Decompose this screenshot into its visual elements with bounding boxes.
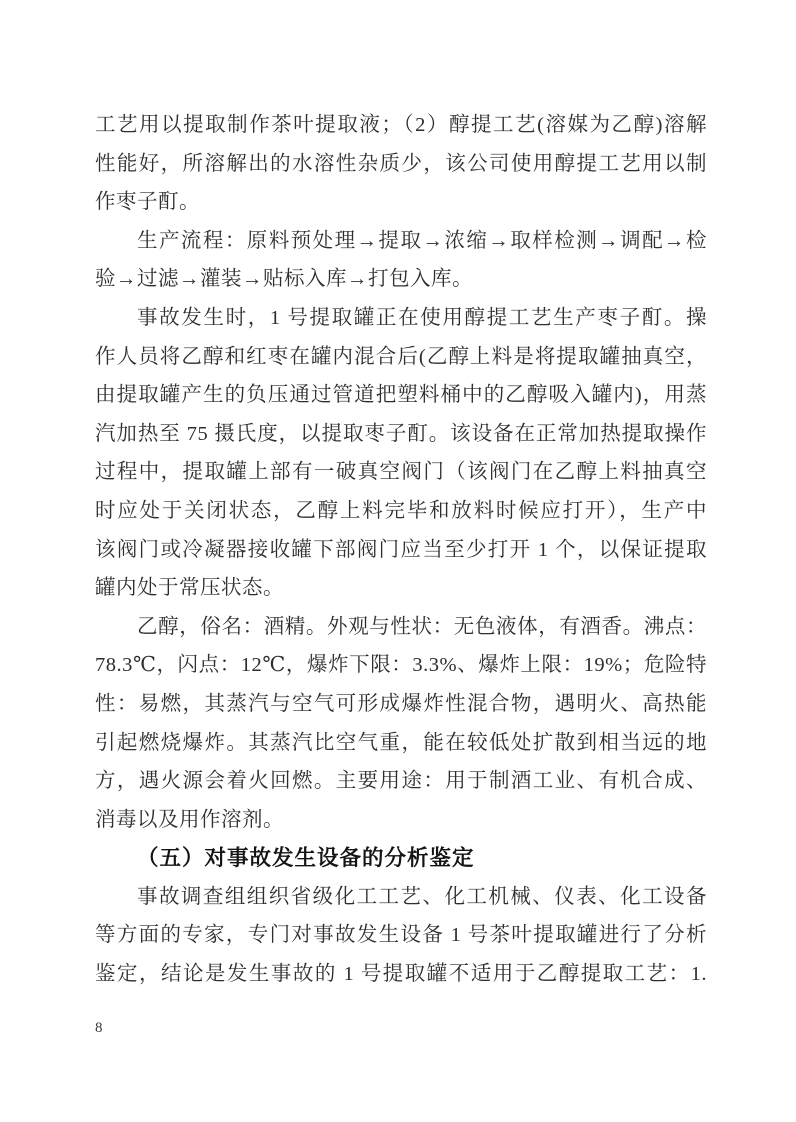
text-line: 作人员将乙醇和红枣在罐内混合后(乙醇上料是将提取罐抽真空， (95, 345, 707, 368)
text-line: 78.3℃，闪点：12℃，爆炸下限：3.3%、爆炸上限：19%；危险特 (95, 654, 707, 677)
text-line: 鉴定，结论是发生事故的 1 号提取罐不适用于乙醇提取工艺：1. (95, 963, 707, 986)
text-line: 工艺用以提取制作茶叶提取液；（2）醇提工艺(溶媒为乙醇)溶解 (95, 114, 707, 136)
page-number: 8 (95, 1020, 103, 1036)
text-line: 引起燃烧爆炸。其蒸汽比空气重，能在较低处扩散到相当远的地 (95, 731, 707, 754)
text-line: 罐内处于常压状态。 (95, 577, 284, 600)
text-line: 等方面的专家，专门对事故发生设备 1 号茶叶提取罐进行了分析 (95, 924, 707, 947)
text-line: 由提取罐产生的负压通过管道把塑料桶中的乙醇吸入罐内)，用蒸 (95, 384, 707, 407)
text-line: 生产流程：原料预处理→提取→浓缩→取样检测→调配→检 (137, 229, 707, 252)
text-line: 作枣子酊。 (95, 191, 200, 214)
text-line: 事故发生时，1 号提取罐正在使用醇提工艺生产枣子酊。操 (137, 306, 707, 329)
text-line: 乙醇，俗名：酒精。外观与性状：无色液体，有酒香。沸点： (137, 615, 707, 638)
text-line: 该阀门或冷凝器接收罐下部阀门应当至少打开 1 个，以保证提取 (95, 538, 707, 561)
text-line: 性能好，所溶解出的水溶性杂质少，该公司使用醇提工艺用以制 (95, 152, 707, 175)
text-line: 事故调查组组织省级化工工艺、化工机械、仪表、化工设备 (137, 885, 707, 908)
text-line: 验→过滤→灌装→贴标入库→打包入库。 (95, 268, 473, 291)
text-line: 消毒以及用作溶剂。 (95, 808, 284, 831)
text-line: 汽加热至 75 摄氏度，以提取枣子酊。该设备在正常加热提取操作 (95, 422, 707, 445)
text-line: 时应处于关闭状态，乙醇上料完毕和放料时候应打开），生产中 (95, 499, 707, 522)
section-heading: （五）对事故发生设备的分析鉴定 (137, 846, 475, 871)
text-line: 性：易燃，其蒸汽与空气可形成爆炸性混合物，遇明火、高热能 (95, 692, 707, 715)
text-line: 方，遇火源会着火回燃。主要用途：用于制酒工业、有机合成、 (95, 770, 707, 793)
text-block (95, 106, 707, 994)
text-line: 过程中，提取罐上部有一破真空阀门（该阀门在乙醇上料抽真空 (95, 461, 707, 484)
